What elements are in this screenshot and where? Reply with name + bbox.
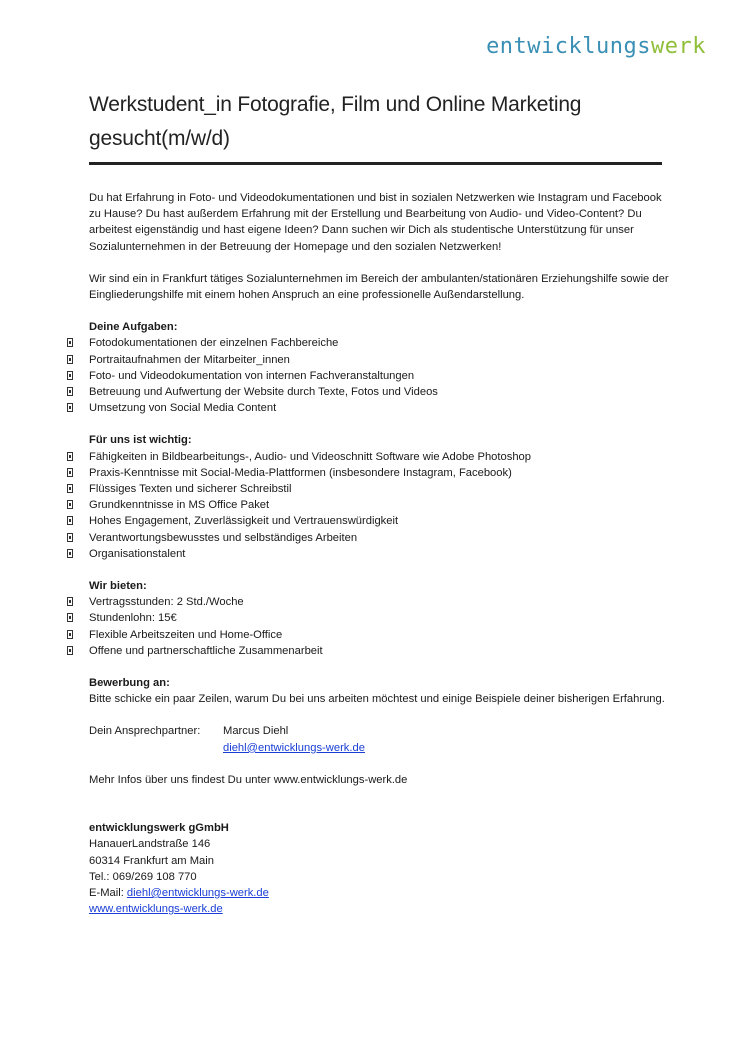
page-title: Werkstudent_in Fotografie, Film und Online Marketing gesucht(m/w/d): [89, 93, 582, 150]
bullet-icon: [67, 452, 73, 461]
bullet-icon: [67, 597, 73, 606]
company-street: HanauerLandstraße 146: [89, 838, 211, 851]
contact-name: Marcus Diehl: [223, 725, 289, 738]
list-item: Hohes Engagement, Zuverlässigkeit und Vertrauenswürdigkeit: [89, 513, 669, 529]
bullet-icon: [67, 613, 73, 622]
list-item: Flüssiges Texten und sicherer Schreibstil: [89, 481, 669, 497]
intro-paragraph-2: Wir sind ein in Frankfurt tätiges Sozialunternehmen im Bereich der ambulanten/stationären Erziehungshilfe sowie der Eingliederungshilfe mit einem hohen Anspruch an eine professionelle Außendarstellung.: [89, 272, 669, 302]
tasks-heading: Deine Aufgaben:: [89, 321, 178, 334]
company-email-link[interactable]: diehl@entwicklungs-werk.de: [126, 886, 269, 899]
requirements-list: [89, 449, 669, 562]
intro-paragraph-1: Du hat Erfahrung in Foto- und Videodokumentationen und bist in sozialen Netzwerken wie Instagram und Facebook zu Hause? Du hast außerdem Erfahrung mit der Erstellung und Bearbeitung von Audio- und Video-Content? Du arbeitest eigenständig und hast eigene Ideen? Dann suchen wir Dich als studentische Unterstützung für unser Sozialunternehmen in der Betreuung der Homepage und den sozialen Netzwerken!: [89, 192, 662, 253]
bullet-icon: [67, 549, 73, 558]
company-email-line: [89, 885, 669, 901]
logo-part-werk: werk: [651, 34, 706, 59]
bullet-icon: [67, 516, 73, 525]
contact-email-link[interactable]: diehl@entwicklungs-werk.de: [223, 741, 365, 754]
bullet-icon: [67, 338, 73, 347]
list-item: Praxis-Kenntnisse mit Social-Media-Plattformen (insbesondere Instagram, Facebook): [89, 465, 669, 481]
company-website-link[interactable]: www.entwicklungs-werk.de: [89, 903, 223, 916]
email-label: E-Mail:: [89, 886, 127, 899]
list-item: Portraitaufnahmen der Mitarbeiter_innen: [89, 352, 669, 368]
list-item: Flexible Arbeitszeiten und Home-Office: [89, 627, 669, 643]
bullet-icon: [67, 646, 73, 655]
company-logo: [486, 34, 706, 59]
logo-part-entwicklungs: entwicklungs: [486, 34, 652, 59]
company-address: [89, 820, 669, 917]
bullet-icon: [67, 468, 73, 477]
company-name: entwicklungswerk gGmbH: [89, 822, 229, 835]
list-item: Stundenlohn: 15€: [89, 610, 669, 626]
list-item: Offene und partnerschaftliche Zusammenarbeit: [89, 643, 669, 659]
list-item: Fotodokumentationen der einzelnen Fachbereiche: [89, 335, 669, 351]
bullet-icon: [67, 484, 73, 493]
requirements-heading: Für uns ist wichtig:: [89, 434, 192, 447]
application-heading: Bewerbung an:: [89, 677, 170, 690]
list-item: Betreuung und Aufwertung der Website durch Texte, Fotos und Videos: [89, 384, 669, 400]
bullet-icon: [67, 371, 73, 380]
company-city: 60314 Frankfurt am Main: [89, 854, 214, 867]
more-info-text: Mehr Infos über uns findest Du unter www.entwicklungs-werk.de: [89, 773, 408, 786]
bullet-icon: [67, 630, 73, 639]
list-item: Foto- und Videodokumentation von internen Fachveranstaltungen: [89, 368, 669, 384]
bullet-icon: [67, 355, 73, 364]
tasks-list: [89, 335, 669, 416]
offers-list: [89, 594, 669, 659]
contact-label: Dein Ansprechpartner:: [89, 725, 201, 738]
list-item: Grundkenntnisse in MS Office Paket: [89, 497, 669, 513]
list-item: Organisationstalent: [89, 546, 669, 562]
document-body: [89, 190, 669, 917]
application-text: Bitte schicke ein paar Zeilen, warum Du bei uns arbeiten möchtest und einige Beispiele deiner bisherigen Erfahrung.: [89, 693, 665, 706]
contact-person: [89, 723, 669, 755]
list-item: Umsetzung von Social Media Content: [89, 400, 669, 416]
title-divider: [89, 162, 662, 165]
company-website-line: [89, 901, 669, 917]
list-item: Verantwortungsbewusstes und selbständiges Arbeiten: [89, 530, 669, 546]
bullet-icon: [67, 403, 73, 412]
bullet-icon: [67, 500, 73, 509]
company-phone: Tel.: 069/269 108 770: [89, 870, 197, 883]
bullet-icon: [67, 387, 73, 396]
offers-heading: Wir bieten:: [89, 580, 147, 593]
bullet-icon: [67, 533, 73, 542]
list-item: Fähigkeiten in Bildbearbeitungs-, Audio- und Videoschnitt Software wie Adobe Photoshop: [89, 449, 669, 465]
list-item: Vertragsstunden: 2 Std./Woche: [89, 594, 669, 610]
